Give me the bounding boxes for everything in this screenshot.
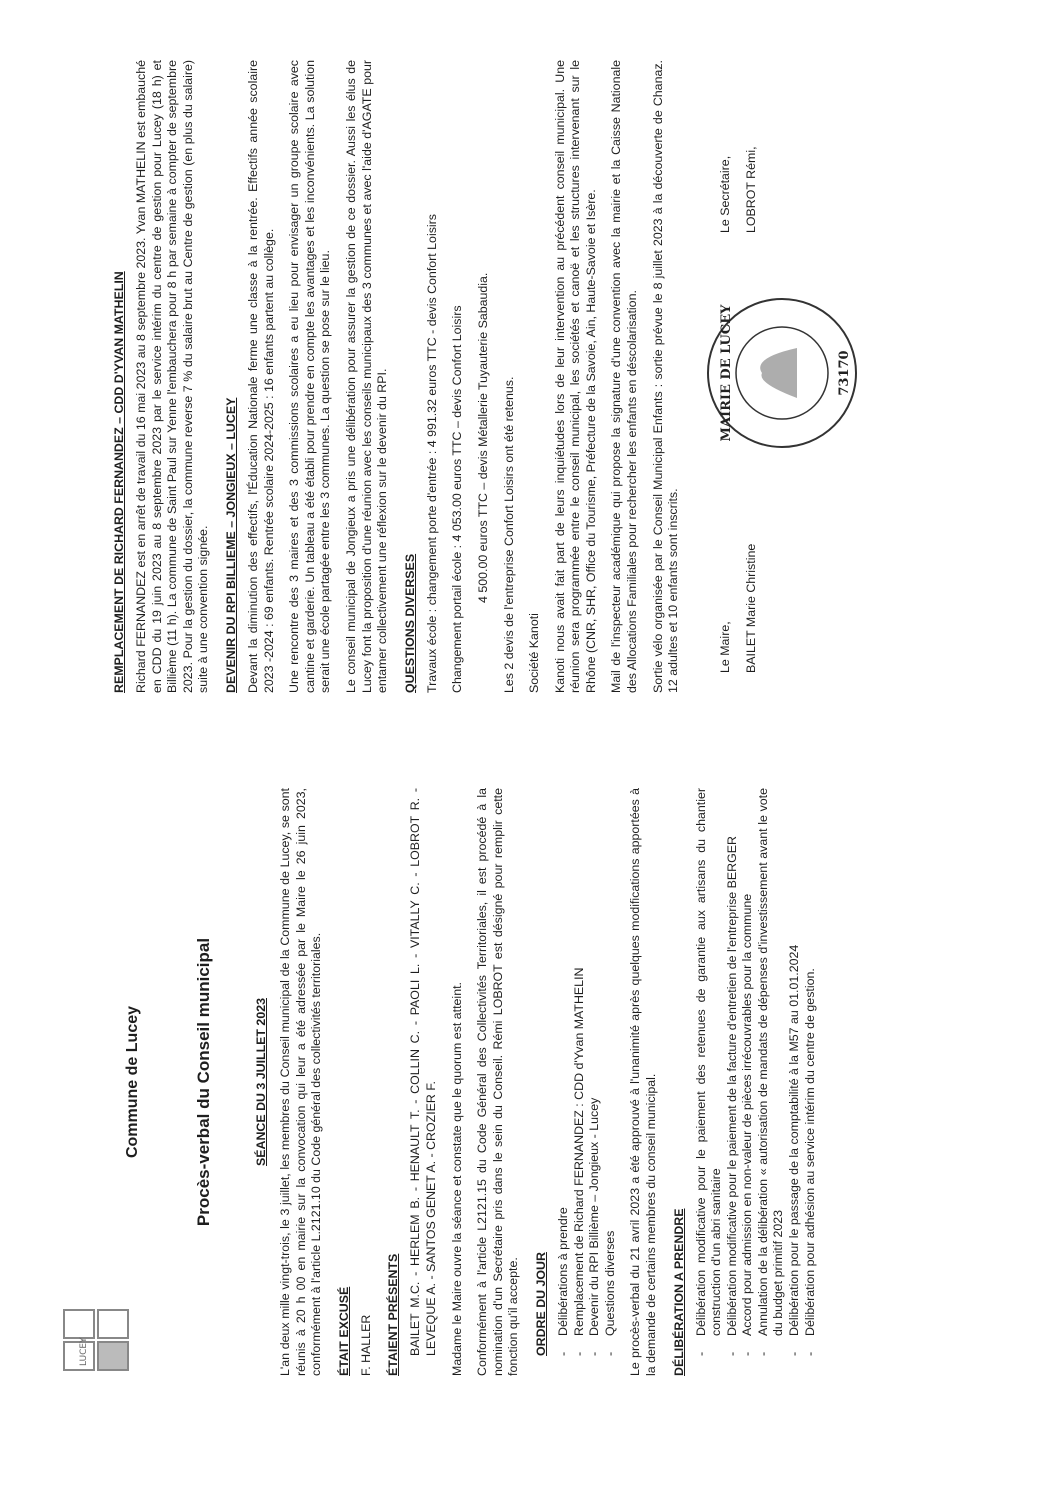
maire-title: Le Maire, — [717, 621, 732, 673]
rpi-paragraph-1: Devant la diminution des effectifs, l'Éducation Nationale ferme une classe à la rentrée. Effectifs année scolaire 2023 -2024 : 69 enfants. Rentrée scolaire 2024-2025 : 16 enfants partent au collège. — [245, 60, 276, 693]
ordre-list — [556, 788, 618, 1376]
ordre-heading: ORDRE DU JOUR — [533, 1252, 548, 1356]
list-item: - Délibération pour le passage de la comptabilité à la M57 au 01.01.2024 — [787, 788, 803, 1336]
questions-heading: QUESTIONS DIVERSES — [402, 553, 417, 693]
secretaire-text: Conformément à l'article L2121.15 du Code Général des Collectivités Territoriales, il est procédé à la nomination d'un Secrétaire pris dans le sein du Conseil. Rémi LOBROT est désigné pour remplir cette fonction qu'il accepte. — [475, 788, 521, 1376]
commune-logo-icon — [62, 1306, 132, 1372]
deliberations-heading: DÉLIBÉRATION A PRENDRE — [671, 1208, 686, 1376]
rpi-heading: DEVENIR DU RPI BILLIEME – JONGIEUX – LUCEY — [223, 397, 238, 693]
mairie-stamp-icon — [702, 293, 862, 453]
presents-names: BAILET M.C. - HERLEM B. - HENAULT T. - COLLIN C. - PAOLI L. - VITALLY C. - LOBROT R. - LEVEQUE A. - SANTOS GENET A. - CROZIER F. — [408, 788, 438, 1356]
list-item: - Accord pour admission en non-valeur de pièces irrécouvrables pour la commune — [740, 788, 756, 1336]
excuse-heading: ÉTAIT EXCUSÉ — [336, 1286, 351, 1376]
list-item: - Délibérations à prendre — [556, 788, 572, 1336]
page-title: Procès-verbal du Conseil municipal — [194, 937, 213, 1227]
secretaire-signature — [712, 146, 764, 233]
deliberations-list — [694, 788, 819, 1376]
list-item: - Délibération modificative pour le paiement des retenues de garantie aux artisans du chantier construction d'un abri sanitaire — [694, 788, 725, 1336]
list-item: - Devenir du RPI Billième – Jongieux - Lucey — [587, 788, 603, 1336]
list-item: - Délibération pour adhésion au service intérim du centre de gestion. — [803, 788, 819, 1336]
list-item: - Annulation de la délibération « autorisation de mandats de dépenses d'investissement avant le vote du budget primitif 2023 — [756, 788, 787, 1336]
presents-heading: ÉTAIENT PRÉSENTS — [386, 1253, 401, 1376]
remplacement-text: Richard FERNANDEZ est en arrêt de travail du 16 mai 2023 au 8 septembre 2023. Yvan MATHELIN est embauché en CDD du 19 juin 2023 au 8 septembre 2023 par le service intérim du centre de gestion pour Lucey (18 h) et Billième (11 h). La commune de Saint Paul sur Yenne l'embauchera pour 8 h par semaine à compter de septembre 2023. Pour la gestion du dossier, la commune reverse 7 % du salaire brut au Centre de gestion (en plus du salaire) suite à une convention signée. — [134, 60, 211, 693]
maire-name: BAILET Marie Christine — [743, 543, 758, 673]
velo-text: Sortie vélo organisée par le Conseil Municipal Enfants : sortie prévue le 8 juillet 2023 à la découverte de Chanaz. 12 adultes et 10 enfants sont inscrits. — [650, 60, 681, 693]
logo-text: LUCEY — [79, 1337, 89, 1366]
stamp-text: MAIRIE DE LUCEY — [718, 304, 734, 442]
quorum-text: Madame le Maire ouvre la séance et constate que le quorum est atteint. — [449, 982, 464, 1376]
list-item: - Remplacement de Richard FERNANDEZ : CDD d'Yvan MATHELIN — [572, 788, 588, 1336]
portail-alt-text: 4 500.00 euros TTC – devis Métallerie Tuyauterie Sabaudia. — [475, 272, 490, 603]
kanoti-heading: Société Kanoti — [527, 613, 542, 693]
devis-text: Les 2 devis de l'entreprise Confort Loisirs ont été retenus. — [501, 376, 516, 693]
portail-text: Changement portail école : 4 053.00 euros TTC – devis Confort Loisirs — [450, 305, 465, 693]
pv-approval-text: Le procès-verbal du 21 avril 2023 a été approuvé à l'unanimité après quelques modifications apportées à la demande de certains membres du conseil municipal. — [628, 788, 658, 1376]
kanoti-text: Kanoti nous avait fait part de leurs inquiétudes lors de leur intervention au précédent conseil municipal. Une réunion sera programmée entre le conseil municipal, les sociétés et canoë et les structures intervenant sur le Rhône (CNR, SHR, Office du Tourisme, Préfecture de la Savoie, Ain, Haute-Savoie et Isère. — [552, 60, 598, 693]
travaux-text: Travaux école : changement porte d'entrée : 4 991.32 euros TTC - devis Confort Loisirs — [424, 214, 439, 693]
maire-signature — [712, 544, 764, 673]
commune-name: Commune de Lucey — [124, 1005, 141, 1159]
seance-date: SÉANCE DU 3 JUILLET 2023 — [254, 998, 268, 1167]
list-item: - Délibération modificative pour le paiement de la facture d'entretien de l'entreprise BERGER — [725, 788, 741, 1336]
rpi-paragraph-3: Le conseil municipal de Jongieux a pris une délibération pour assurer la gestion de ce dossier. Aussi les élus de Lucey font la proposition d'une réunion avec les conseils municipaux des 3 communes et avec l'aide d'AGATE pour entamer collectivement une réflexion sur le devenir du RPI. — [343, 60, 390, 693]
secretaire-title: Le Secrétaire, — [717, 155, 732, 233]
signature-block — [702, 60, 872, 693]
mail-text: Mail de l'inspecteur académique qui propose la signature d'une convention avec la mairie et la Caisse Nationale des Allocations Familiales pour rechercher les enfants en déscolarisation. — [609, 60, 640, 693]
intro-paragraph: L'an deux mille vingt-trois, le 3 juillet, les membres du Conseil municipal de la Commune de Lucey, se sont réunis à 20 h 00 en mairie sur la convocation qui leur a été adressée par le Maire le 26 juin 2023, conformément à l'article L.2121.10 du Code général des collectivités territoriales. — [278, 788, 324, 1376]
excuse-names: F. HALLER — [358, 1314, 373, 1376]
stamp-code: 73170 — [836, 350, 852, 396]
list-item: - Questions diverses — [603, 788, 619, 1336]
secretaire-name: LOBROT Rémi, — [743, 146, 758, 233]
rpi-paragraph-2: Une rencontre des 3 maires et des 3 commissions scolaires a eu lieu pour envisager un groupe scolaire avec cantine et garderie. Un tableau a été établi pour prendre en compte les avantages et les inconvénients. La solution serait une école partagée entre les 3 communes. La question se pose sur le lieu. — [287, 60, 333, 693]
remplacement-heading: REMPLACEMENT DE RICHARD FERNANDEZ – CDD D'YVAN MATHELIN — [112, 271, 126, 693]
left-column — [0, 748, 1058, 1496]
